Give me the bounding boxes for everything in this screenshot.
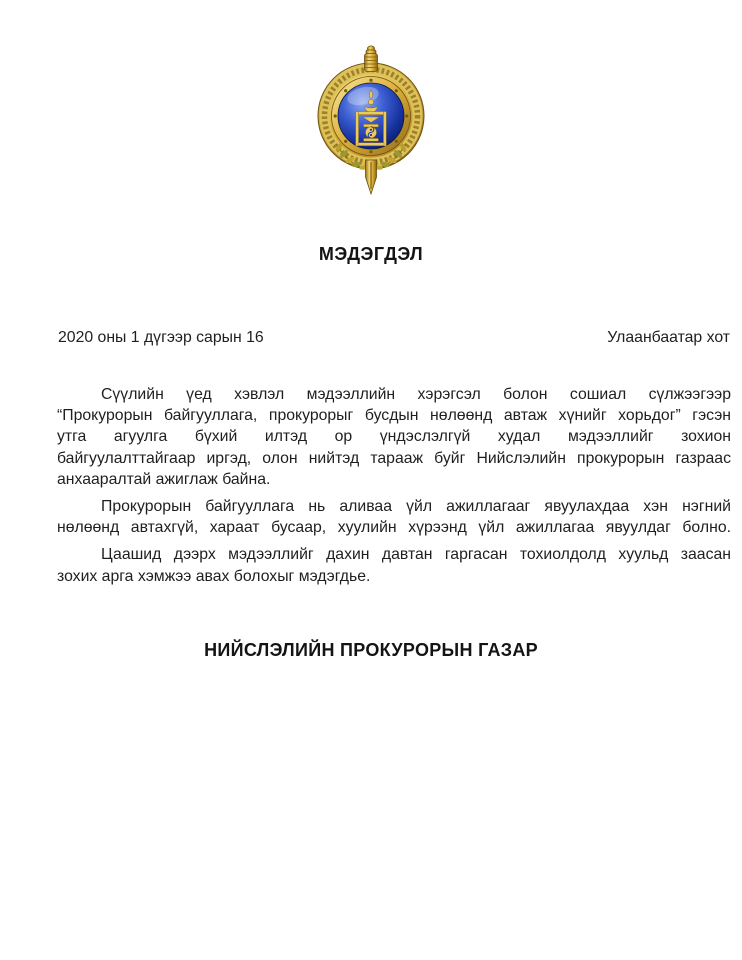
text-line: “Прокурорын байгууллага, прокурорыг бусдын нөлөөнд автаж хүнийг хорьдог” гэсэн — [57, 407, 731, 425]
body-paragraph — [57, 384, 731, 490]
prosecutor-emblem-logo — [303, 44, 439, 196]
dateline — [58, 329, 730, 347]
document-city: Улаанбаатар хот — [607, 329, 730, 346]
text-line: Сүүлийн үед хэвлэл мэдээллийн хэрэгсэл болон сошиал сүлжээгээр — [101, 386, 731, 403]
text-line: Цаашид дээрх мэдээллийг дахин давтан гаргасан тохиолдолд хуульд заасан — [101, 546, 731, 564]
text-line: Прокурорын байгууллага нь аливаа үйл ажиллагааг явуулахдаа хэн нэгний — [101, 498, 731, 516]
text-line: нөлөөнд автахгүй, хараат бусаар, хуулийн хүрээнд үйл ажиллагаа явуулдаг болно. — [57, 519, 731, 537]
document-title: МЭДЭГДЭЛ — [318, 244, 424, 264]
text-line: анхааралтай ажиглаж байна. — [57, 470, 271, 488]
signature-org-name: НИЙСЛЭЛИЙН ПРОКУРОРЫН ГАЗАР — [204, 640, 538, 660]
text-line: зохих арга хэмжээ авах болохыг мэдэгдье. — [57, 567, 371, 585]
document-date: 2020 оны 1 дүгээр сарын 16 — [58, 329, 264, 346]
body-paragraph — [57, 496, 731, 538]
document-body — [57, 384, 731, 593]
body-paragraph — [57, 544, 731, 586]
text-line: утга агуулга бүхий илтэд ор үндэслэлгүй худал мэдээллийг зохион — [57, 428, 731, 446]
text-line: байгуулалттайгаар иргэд, олон нийтэд тарааж буйг Нийслэлийн прокурорын газраас — [57, 449, 731, 467]
